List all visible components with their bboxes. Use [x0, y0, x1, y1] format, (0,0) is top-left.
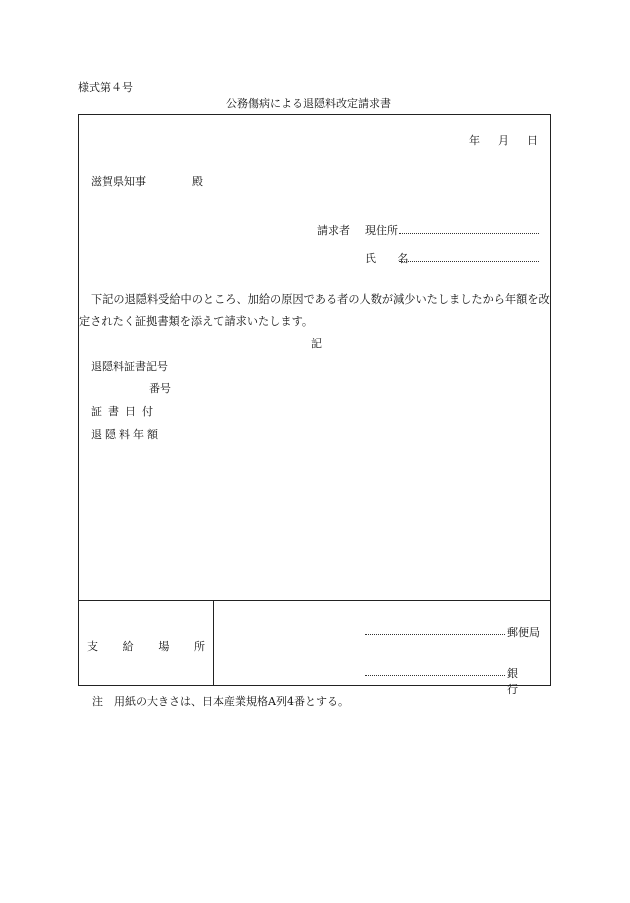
payment-label-char: 支 [87, 640, 98, 653]
payment-place-label [87, 638, 205, 654]
payment-label-char: 給 [122, 640, 134, 653]
form-title: 公務傷病による退隠料改定請求書 [226, 97, 391, 110]
payment-label-char: 所 [193, 640, 205, 653]
addressee-name: 滋賀県知事 [91, 175, 146, 188]
form-number: 様式第４号 [78, 81, 133, 94]
name-label: 氏 名 [365, 252, 418, 265]
date-line [469, 132, 538, 148]
annual-amount-label: 退隠料年額 [91, 428, 161, 441]
date-day: 日 [527, 134, 538, 147]
address-label: 現住所 [365, 224, 398, 237]
bank-field[interactable] [365, 675, 505, 676]
certificate-number-label: 番号 [149, 382, 171, 395]
claimant-label: 請求者 [317, 224, 350, 237]
addressee-honorific: 殿 [192, 175, 203, 188]
payment-label-char: 場 [158, 640, 170, 653]
addressee [91, 173, 203, 189]
date-month: 月 [498, 134, 509, 147]
date-year: 年 [469, 134, 480, 147]
name-field[interactable] [399, 261, 539, 262]
post-office-label: 郵便局 [507, 626, 540, 639]
post-office-field[interactable] [365, 634, 505, 635]
form-frame [78, 114, 551, 696]
payment-divider [79, 600, 550, 601]
paper-size-note: 注 用紙の大きさは、日本産業規格A列4番とする。 [92, 695, 349, 708]
address-field[interactable] [399, 233, 539, 234]
certificate-date-label: 証書日付 [91, 405, 159, 418]
notation-heading: 記 [311, 337, 322, 350]
payment-column-divider [213, 600, 214, 685]
request-body-text: 下記の退隠料受給中のところ、加給の原因である者の人数が減少いたしましたから年額を改定されたく証拠書類を添えて請求いたします。 [79, 293, 550, 328]
bank-label: 銀行 [507, 667, 530, 696]
certificate-symbol-label: 退隠料証書記号 [91, 360, 168, 373]
